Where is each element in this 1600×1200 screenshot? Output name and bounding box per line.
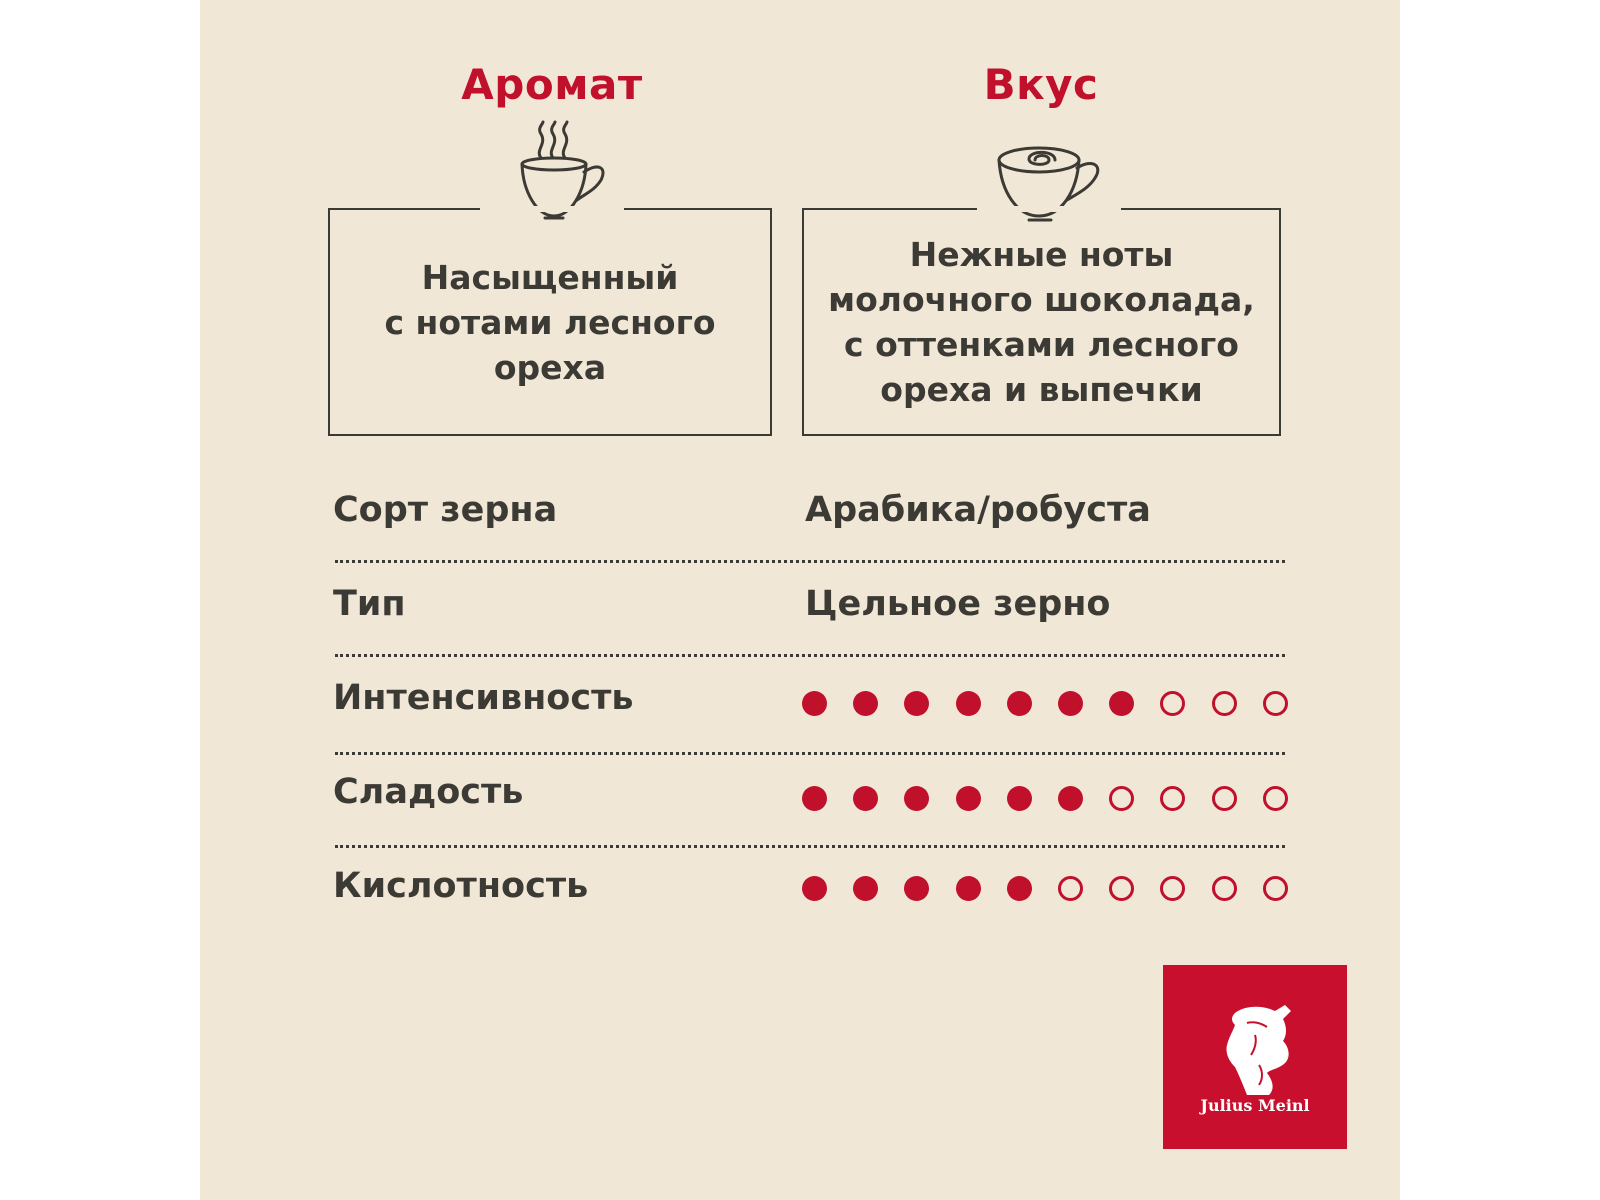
row-divider (335, 845, 1285, 848)
rating-dot-empty (1109, 876, 1134, 901)
rating-dot-filled (956, 786, 981, 811)
rating-dot-filled (802, 876, 827, 901)
aroma-description: Насыщенный с нотами лесного ореха (384, 257, 716, 387)
rating-dot-filled (1007, 691, 1032, 716)
rating-dot-filled (802, 691, 827, 716)
rating-dot-filled (853, 876, 878, 901)
row-divider (335, 560, 1285, 563)
taste-description: Нежные ноты молочного шоколада, с оттенками лесного ореха и выпечки (828, 235, 1255, 409)
aroma-box-gap (480, 206, 624, 212)
rating-dot-filled (1109, 691, 1134, 716)
rating-dot-empty (1212, 691, 1237, 716)
rating-dot-filled (1058, 786, 1083, 811)
rating-label-intensity: Интенсивность (333, 678, 634, 718)
aroma-description-box (328, 208, 772, 436)
aroma-title: Аромат (461, 60, 643, 109)
rating-label-acidity: Кислотность (333, 866, 589, 906)
spec-value-bean-type: Арабика/робуста (805, 490, 1151, 530)
rating-dot-empty (1212, 786, 1237, 811)
rating-dot-empty (1263, 691, 1288, 716)
rating-dot-empty (1160, 691, 1185, 716)
brand-logo (1163, 965, 1347, 1149)
taste-box-gap (977, 206, 1121, 212)
rating-dot-filled (802, 786, 827, 811)
rating-dot-filled (904, 876, 929, 901)
rating-dot-empty (1160, 786, 1185, 811)
row-divider (335, 752, 1285, 755)
rating-dot-empty (1058, 876, 1083, 901)
rating-dot-filled (956, 876, 981, 901)
row-divider (335, 654, 1285, 657)
rating-dot-empty (1263, 876, 1288, 901)
rating-dot-filled (853, 691, 878, 716)
rating-dot-empty (1263, 786, 1288, 811)
spec-label-type: Тип (333, 584, 406, 624)
rating-dot-empty (1109, 786, 1134, 811)
taste-title: Вкус (983, 60, 1099, 109)
rating-dot-filled (1058, 691, 1083, 716)
spec-value-type: Цельное зерно (805, 584, 1111, 624)
rating-dot-filled (1007, 876, 1032, 901)
rating-dot-filled (853, 786, 878, 811)
rating-dot-filled (904, 691, 929, 716)
rating-dot-empty (1160, 876, 1185, 901)
rating-dot-empty (1212, 876, 1237, 901)
rating-label-sweetness: Сладость (333, 772, 524, 812)
brand-name: Julius Meinl (1200, 1096, 1310, 1115)
spec-label-bean-type: Сорт зерна (333, 490, 558, 530)
rating-dot-filled (956, 691, 981, 716)
taste-description-box (802, 208, 1281, 436)
rating-dot-filled (904, 786, 929, 811)
rating-dot-filled (1007, 786, 1032, 811)
julius-meinl-moor-icon (1163, 965, 1347, 1149)
